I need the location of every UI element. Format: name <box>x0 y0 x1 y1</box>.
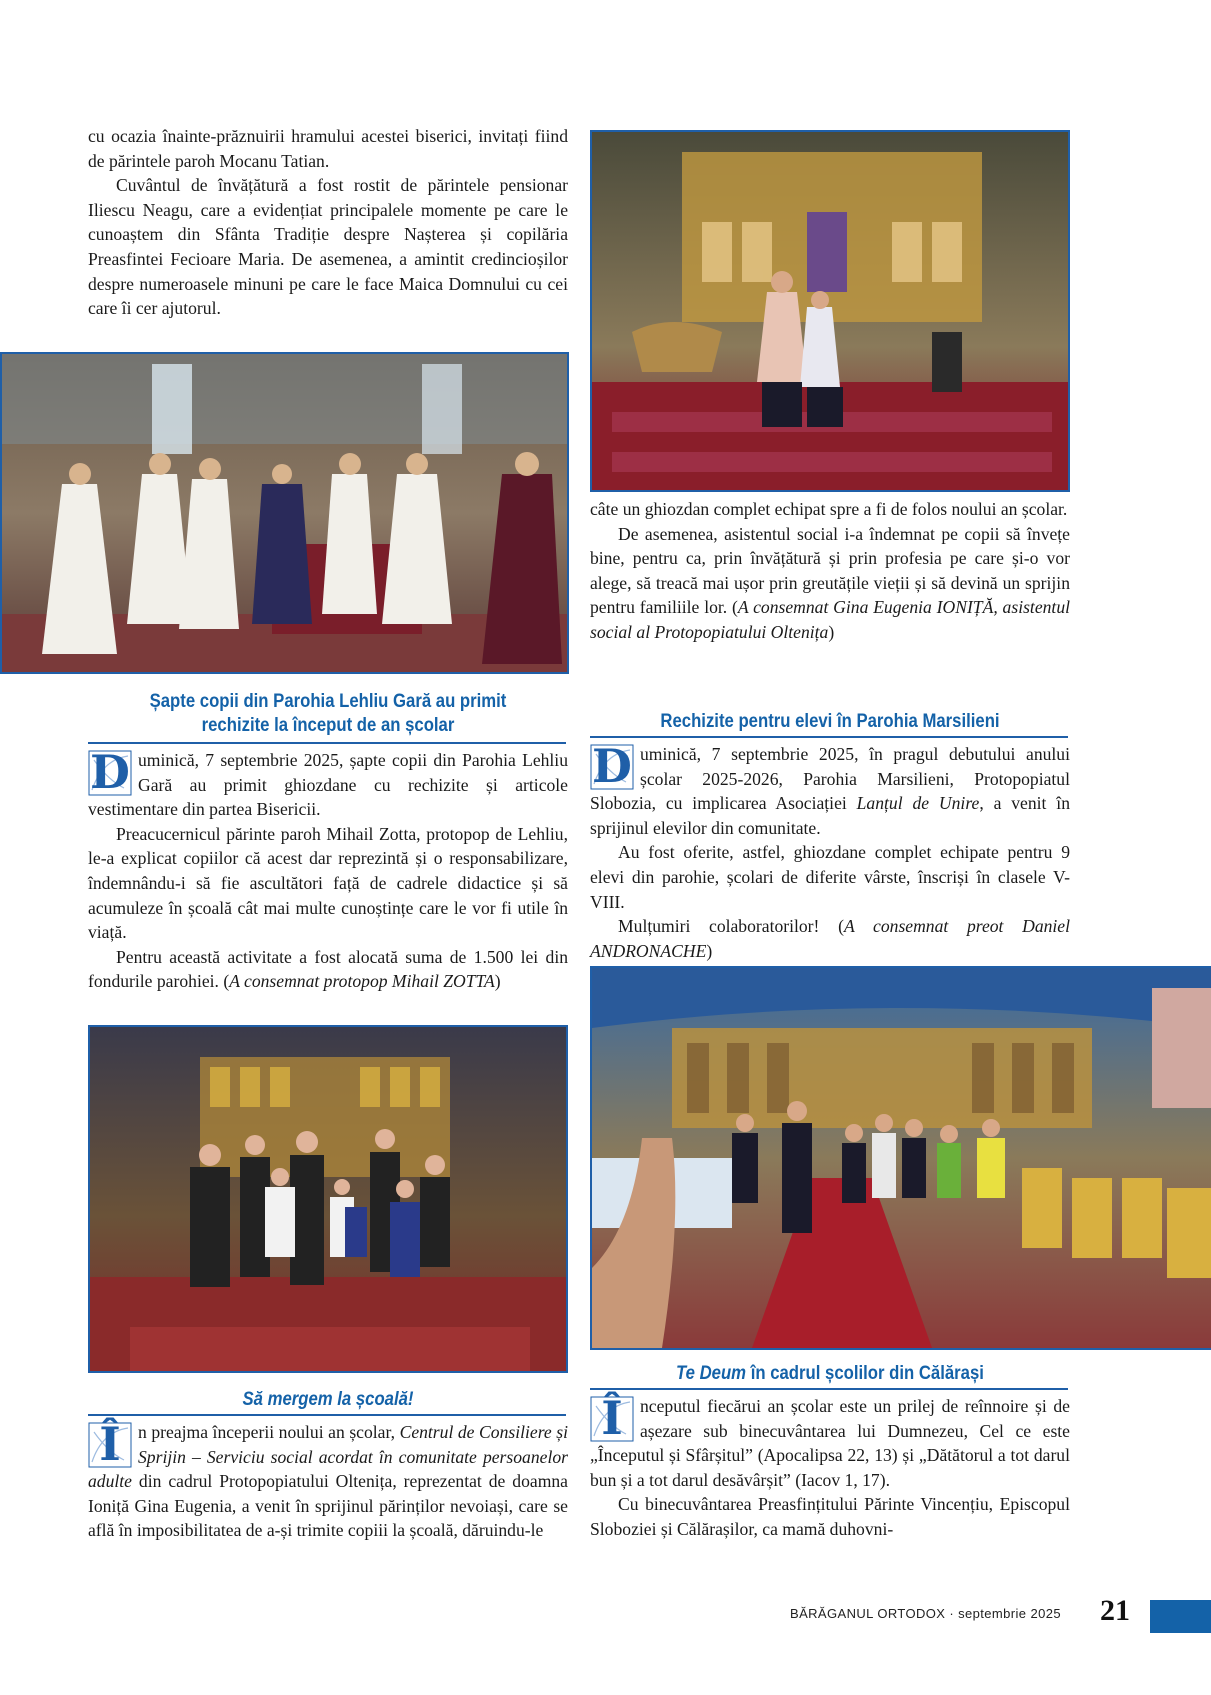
dropcap-d-marsilieni: D <box>592 739 632 793</box>
marsilieni-paragraph-2: Au fost oferite, astfel, ghiozdane complet echipate pentru 9 elevi din parohie, școlari de diferite vârste, înscriși în clasele V-VIII. <box>590 842 1070 912</box>
continuation-paragraph-2: De asemenea, asistentul social i-a îndemnat pe copii să învețe bine, pentru ca, prin învățătură și prin profesia pe care și-o vor alege, să treacă mai ușor prin greutățile vieții și să devină un sprijin pentru familiile lor. (A consemnat Gina Eugenia IONIȚĂ, asistentul social al Protopopiatului Oltenița) <box>590 523 1070 642</box>
continuation-paragraph-1: câte un ghiozdan complet echipat spre a fi de folos noului an școlar. <box>590 499 1068 519</box>
tedeum-paragraph-1: nceputul fiecărui an școlar este un prilej de reînnoire și de așezare sub binecuvântarea lui Dumnezeu, Cel ce este „Începutul și Sfârșitul” (Apocalipsa 22, 13) și „Dătătorul a tot darul bun și a tot darul desăvârșit” (Iacov 1, 17). <box>590 1396 1070 1490</box>
dropcap-i-tedeum: Î <box>590 1396 634 1442</box>
left-intro-text <box>88 124 568 321</box>
heading-lehliu: Șapte copii din Parohia Lehliu Gară au primit rechizite la început de an școlar <box>149 691 507 736</box>
marsilieni-paragraph-3: Mulțumiri colaboratorilor! (A consemnat preot Daniel ANDRONACHE) <box>590 916 1070 961</box>
lehliu-paragraph-2: Preacucernicul părinte paroh Mihail Zotta, protopop de Lehliu, le-a explicat copiilor că acest dar reprezintă și o responsabilizare, îndemnându-i să fie ascultători față de cadrele didactice și să acumuleze în școală cât mai multe cunoștințe care le vor fi utile în viață. <box>88 823 568 943</box>
heading-rule-marsilieni <box>590 736 1068 738</box>
dropcap-i: Î <box>88 1422 132 1468</box>
lehliu-paragraph-1: uminică, 7 septembrie 2025, șapte copii din Parohia Lehliu Gară au primit ghiozdane cu rechizite și articole vestimentare din partea Bisericii. <box>88 750 568 820</box>
heading-rule-lehliu <box>88 742 566 744</box>
lehliu-paragraph-3: Pentru această activitate a fost alocată suma de 1.500 lei din fondurile parohiei. (A consemnat protopop Mihail ZOTTA) <box>88 946 568 992</box>
article-lehliu-body <box>88 745 568 994</box>
photo-clergy-service <box>0 352 569 674</box>
photo-girls-backpacks <box>590 130 1070 492</box>
page-number: 21 <box>1100 1594 1130 1627</box>
heading-rule-scoala <box>88 1414 566 1416</box>
heading-marsilieni: Rechizite pentru elevi în Parohia Marsilieni <box>660 711 1000 732</box>
right-continuation-text <box>590 497 1070 645</box>
intro-paragraph-1: cu ocazia înainte-prăznuirii hramului acestei biserici, invitați fiind de părintele paroh Mocanu Tatian. <box>88 126 568 171</box>
heading-rule-tedeum <box>590 1388 1068 1390</box>
footer-accent-bar <box>1150 1600 1211 1633</box>
article-tedeum-body <box>590 1391 1070 1542</box>
tedeum-paragraph-2: Cu binecuvântarea Preasfințitului Părinte Vincențiu, Episcopul Sloboziei și Călărașilor, ca mamă duhovni- <box>590 1494 1070 1539</box>
intro-paragraph-2: Cuvântul de învățătură a fost rostit de părintele pensionar Iliescu Neagu, care a evidențiat principalele momente pe care le cunoaștem din Sfânta Tradiție despre Nașterea și copilăria Preasfintei Fecioare Maria. De asemenea, a amintit credincioșilor despre numeroasele minuni pe care le face Maica Domnului cu cei care îi cer ajutorul. <box>88 175 568 319</box>
photo-children-lehliu <box>88 1025 568 1373</box>
heading-scoala: Să mergem la școală! <box>242 1389 414 1410</box>
dropcap-d: D <box>90 745 130 799</box>
article-marsilieni-body: D uminică, 7 septembrie 2025, în pragul debutului anului școlar 2025-2026, Parohia Marsilieni, Protopopiatul Slobozia, cu implicarea Asociației Lanțul de Unire, a venit în sprijinul elevilor din comunitate. Au fost oferite, astfel, ghiozdane complet echipate pentru 9 elevi din parohie, școlari de diferite vârste, înscriși în clasele V-VIII. Mulțumiri colaboratorilor! (A consemnat preot Daniel ANDRONACHE) <box>590 742 1070 963</box>
photo-group-marsilieni <box>590 966 1211 1350</box>
heading-tedeum: Te Deum în cadrul școlilor din Călărași <box>676 1363 984 1384</box>
footer-publication: BĂRĂGANUL ORTODOX · septembrie 2025 <box>790 1606 1061 1621</box>
article-scoala-body: Î n preajma începerii noului an școlar, Centrul de Consiliere și Sprijin – Serviciu social acordat în comunitate persoanelor adulte din cadrul Protopopiatului Oltenița, reprezentat de doamna Ioniță Gina Eugenia, a venit în sprijinul părinților nevoiași, care se află în imposibilitatea de a-și trimite copiii la școală, dăruindu-le <box>88 1417 568 1541</box>
